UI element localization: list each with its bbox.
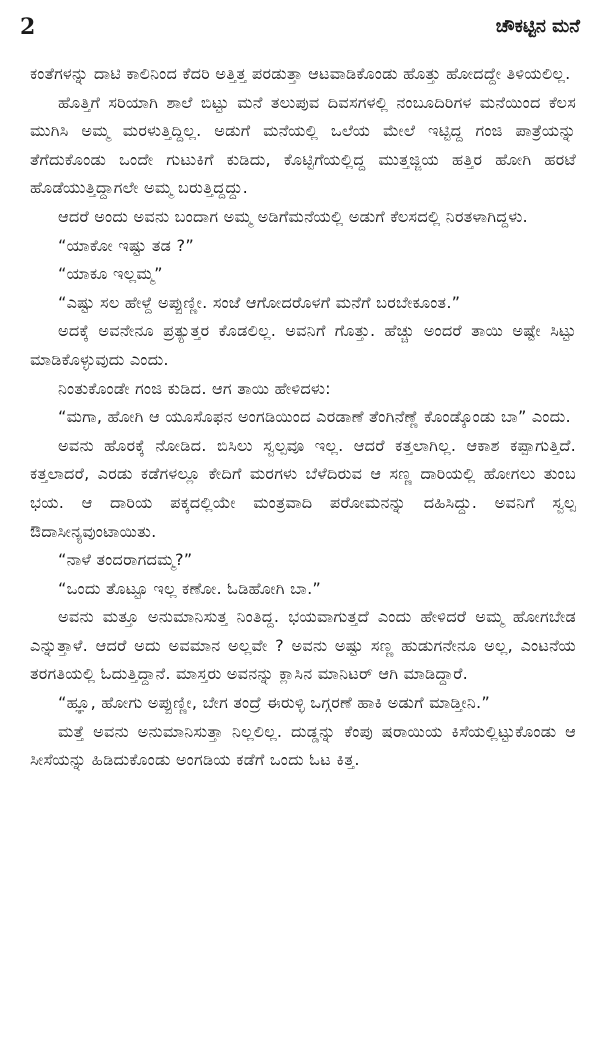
dialogue-line: “ಹ್ಞೂ, ಹೋಗು ಅಪ್ಪುಣ್ಣೀ, ಬೇಗ ತಂದ್ರೆ ಈರುಳ್ಳಿ ಒಗ್ಗರಣೆ ಹಾಕಿ ಅಡುಗೆ ಮಾಡ್ತೀನಿ.” (58, 693, 490, 713)
dialogue-line: “ಒಂದು ತೊಟ್ಟೂ ಇಲ್ಲ ಕಣೋ. ಓಡಿಹೋಗಿ ಬಾ.” (58, 578, 322, 598)
dialogue-line: “ನಾಳೆ ತಂದರಾಗದಮ್ಮ?” (58, 550, 193, 570)
body-text (30, 60, 576, 775)
paragraph: ಆದರೆ ಅಂದು ಅವನು ಬಂದಾಗ ಅಮ್ಮ ಅಡಿಗೆಮನೆಯಲ್ಲಿ ಅಡುಗೆ ಕೆಲಸದಲ್ಲಿ ನಿರತಳಾಗಿದ್ದಳು. (58, 206, 528, 226)
paragraph: ಹೊತ್ತಿಗೆ ಸರಿಯಾಗಿ ಶಾಲೆ ಬಿಟ್ಟು ಮನೆ ತಲುಪುವ ದಿವಸಗಳಲ್ಲಿ ನಂಬೂದಿರಿಗಳ ಮನೆಯಿಂದ ಕೆಲಸ ಮುಗಿಸಿ ಅಮ್ಮ ಮರಳುತ್ತಿದ್ದಿಲ್ಲ. ಅಡುಗೆ ಮನೆಯಲ್ಲಿ ಒಲೆಯ ಮೇಲೆ ಇಟ್ಟಿದ್ದ ಗಂಜಿ ಪಾತ್ರೆಯನ್ನು ತೆಗೆದುಕೊಂಡು ಒಂದೇ ಗುಟುಕಿಗೆ ಕುಡಿದು, ಕೊಟ್ಟಿಗೆಯಲ್ಲಿದ್ದ ಮುತ್ತಜ್ಜಿಯ ಹತ್ತಿರ ಹೋಗಿ ಹರಟೆ ಹೊಡೆಯುತ್ತಿದ್ದಾಗಲೇ ಅಮ್ಮ ಬರುತ್ತಿದ್ದದ್ದು. (30, 92, 576, 198)
paragraph: ಕಂತೆಗಳನ್ನು ದಾಟಿ ಕಾಲಿನಿಂದ ಕೆದರಿ ಅತ್ತಿತ್ತ ಪರಡುತ್ತಾ ಆಟವಾಡಿಕೊಂಡು ಹೊತ್ತು ಹೋದದ್ದೇ ತಿಳಿಯಲಿಲ್ಲ. (30, 64, 571, 83)
paragraph: ನಿಂತುಕೊಂಡೇ ಗಂಜಿ ಕುಡಿದ. ಆಗ ತಾಯಿ ಹೇಳಿದಳು: (58, 378, 331, 398)
paragraph: ಅದಕ್ಕೆ ಅವನೇನೂ ಪ್ರತ್ಯುತ್ತರ ಕೊಡಲಿಲ್ಲ. ಅವನಿಗೆ ಗೊತ್ತು. ಹೆಚ್ಚು ಅಂದರೆ ತಾಯಿ ಅಷ್ಟೇ ಸಿಟ್ಟು ಮಾಡಿಕೊಳ್ಳುವುದು ಎಂದು. (30, 321, 576, 369)
paragraph: ಅವನು ಮತ್ತೂ ಅನುಮಾನಿಸುತ್ತ ನಿಂತಿದ್ದ. ಭಯವಾಗುತ್ತದೆ ಎಂದು ಹೇಳಿದರೆ ಅಮ್ಮ ಹೋಗಬೇಡ ಎನ್ನುತ್ತಾಳೆ. ಆದರೆ ಅದು ಅವಮಾನ ಅಲ್ಲವೇ ? ಅವನು ಅಷ್ಟು ಸಣ್ಣ ಹುಡುಗನೇನೂ ಅಲ್ಲ, ಎಂಟನೆಯ ತರಗತಿಯಲ್ಲಿ ಓದುತ್ತಿದ್ದಾನೆ. ಮಾಸ್ತರು ಅವನನ್ನು ಕ್ಲಾಸಿನ ಮಾನಿಟರ್ ಆಗಿ ಮಾಡಿದ್ದಾರೆ. (30, 607, 576, 684)
running-title: ಚೌಕಟ್ಟಿನ ಮನೆ (495, 16, 580, 37)
paragraph: ಅವನು ಹೊರಕ್ಕೆ ನೋಡಿದ. ಬಿಸಿಲು ಸ್ವಲ್ಪವೂ ಇಲ್ಲ. ಆದರೆ ಕತ್ತಲಾಗಿಲ್ಲ. ಆಕಾಶ ಕಪ್ಪಾಗುತ್ತಿದೆ. ಕತ್ತಲಾದರೆ, ಎರಡು ಕಡೆಗಳಲ್ಲೂ ಕೇದಿಗೆ ಮರಗಳು ಬೆಳೆದಿರುವ ಆ ಸಣ್ಣ ದಾರಿಯಲ್ಲಿ ಹೋಗಲು ತುಂಬ ಭಯ. ಆ ದಾರಿಯ ಪಕ್ಕದಲ್ಲಿಯೇ ಮಂತ್ರವಾದಿ ಪರೋಮನನ್ನು ದಹಿಸಿದ್ದು. ಅವನಿಗೆ ಸ್ವಲ್ಪ ಔದಾಸೀನ್ಯವುಂಟಾಯಿತು. (30, 435, 576, 541)
dialogue-line: “ಯಾಕೂ ಇಲ್ಲಮ್ಮ” (58, 264, 163, 284)
dialogue-line: “ಮಗಾ, ಹೋಗಿ ಆ ಯೂಸೊಫನ ಅಂಗಡಿಯಿಂದ ಎರಡಾಣೆ ತೆಂಗಿನೆಣ್ಣೆ ಕೊಂಡ್ಕೊಂಡು ಬಾ” ಎಂದು. (58, 407, 571, 427)
paragraph: ಮತ್ತೆ ಅವನು ಅನುಮಾನಿಸುತ್ತಾ ನಿಲ್ಲಲಿಲ್ಲ. ದುಡ್ಡನ್ನು ಕೆಂಪು ಷರಾಯಿಯ ಕಿಸೆಯಲ್ಲಿಟ್ಟುಕೊಂಡು ಆ ಸೀಸೆಯನ್ನು ಹಿಡಿದುಕೊಂಡು ಅಂಗಡಿಯ ಕಡೆಗೆ ಒಂದು ಓಟ ಕಿತ್ತ. (30, 721, 576, 770)
dialogue-line: “ಯಾಕೋ ಇಷ್ಟು ತಡ ?” (58, 235, 194, 255)
dialogue-line: “ಎಷ್ಟು ಸಲ ಹೇಳ್ದೆ ಅಪ್ಪುಣ್ಣೀ. ಸಂಜೆ ಆಗೋದರೊಳಗೆ ಮನೆಗೆ ಬರಬೇಕೂಂತ.” (58, 292, 461, 312)
page-number: 2 (20, 14, 36, 40)
page-header (0, 14, 600, 44)
